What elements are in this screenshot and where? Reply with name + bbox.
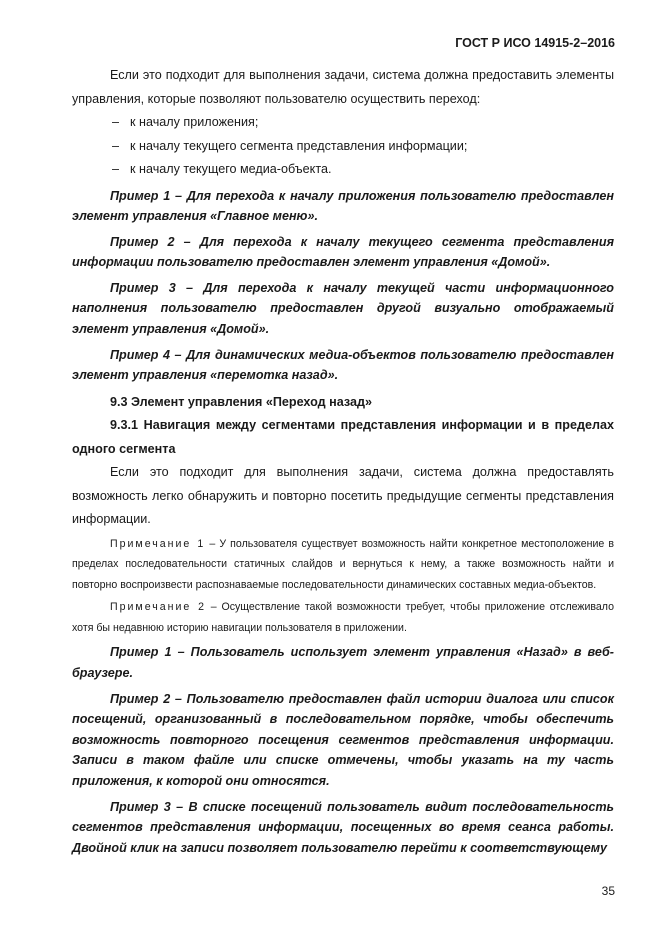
list-item: – к началу текущего сегмента представления информации;	[112, 138, 468, 153]
note-text: – Осуществление такой возможности требует, чтобы приложение отслеживало хотя бы недавнюю историю навигации пользователя в приложении.	[72, 601, 614, 634]
example-paragraph: Пример 3 – В списке посещений пользователь видит последовательность сегментов представления информации, посещенных во время сеанса работы. Двойной клик на записи позволяет пользователю перейти к соответствующему	[72, 799, 614, 855]
section-heading: 9.3 Элемент управления «Переход назад»	[110, 394, 372, 409]
note-paragraph	[72, 534, 614, 596]
intro-paragraph: Если это подходит для выполнения задачи, система должна предоставить элементы управления, которые позволяют пользователю осуществить переход:	[72, 68, 614, 106]
document-id-header: ГОСТ Р ИСО 14915-2–2016	[455, 36, 615, 50]
example-paragraph: Пример 3 – Для перехода к началу текущей части информационного наполнения пользователю предоставлен другой визуально отображаемый элемент управления «Домой».	[72, 280, 614, 337]
list-item: – к началу приложения;	[112, 115, 259, 129]
note-label: Примечание 2	[110, 601, 206, 614]
example-paragraph: Пример 1 – Для перехода к началу приложения пользователю предоставлен элемент управления «Главное меню».	[72, 188, 614, 224]
body-paragraph: Если это подходит для выполнения задачи, система должна предоставлять возможность легко обнаружить и повторно посетить предыдущие сегменты представления информации.	[72, 465, 614, 527]
note-paragraph	[72, 597, 614, 638]
note-label: Примечание 1	[110, 537, 206, 550]
subsection-heading: 9.3.1 Навигация между сегментами представления информации и в пределах одного сегмента	[72, 418, 614, 456]
example-paragraph: Пример 1 – Пользователь использует элемент управления «Назад» в веб-браузере.	[72, 645, 614, 680]
example-paragraph: Пример 2 – Для перехода к началу текущего сегмента представления информации пользователю предоставлен элемент управления «Домой».	[72, 234, 614, 270]
page-number: 35	[601, 884, 615, 898]
note-text: – У пользователя существует возможность найти конкретное местоположение в пределах последовательности статичных слайдов и вернуться к нему, а также возможность найти и повторно воспроизвести распознаваемые последовательности динамических составных медиа-объектов.	[72, 537, 614, 591]
example-paragraph: Пример 4 – Для динамических медиа-объектов пользователю предоставлен элемент управления «перемотка назад».	[72, 347, 614, 383]
list-item: – к началу текущего медиа-объекта.	[112, 162, 332, 176]
page-content	[72, 64, 614, 863]
example-paragraph: Пример 2 – Пользователю предоставлен файл истории диалога или список посещений, организованный в последовательном порядке, чтобы обеспечить возможность повторного посещения сегментов представления информации. Записи в таком файле или списке отмечены, чтобы указать на ту часть приложения, к которой они относятся.	[72, 691, 614, 788]
